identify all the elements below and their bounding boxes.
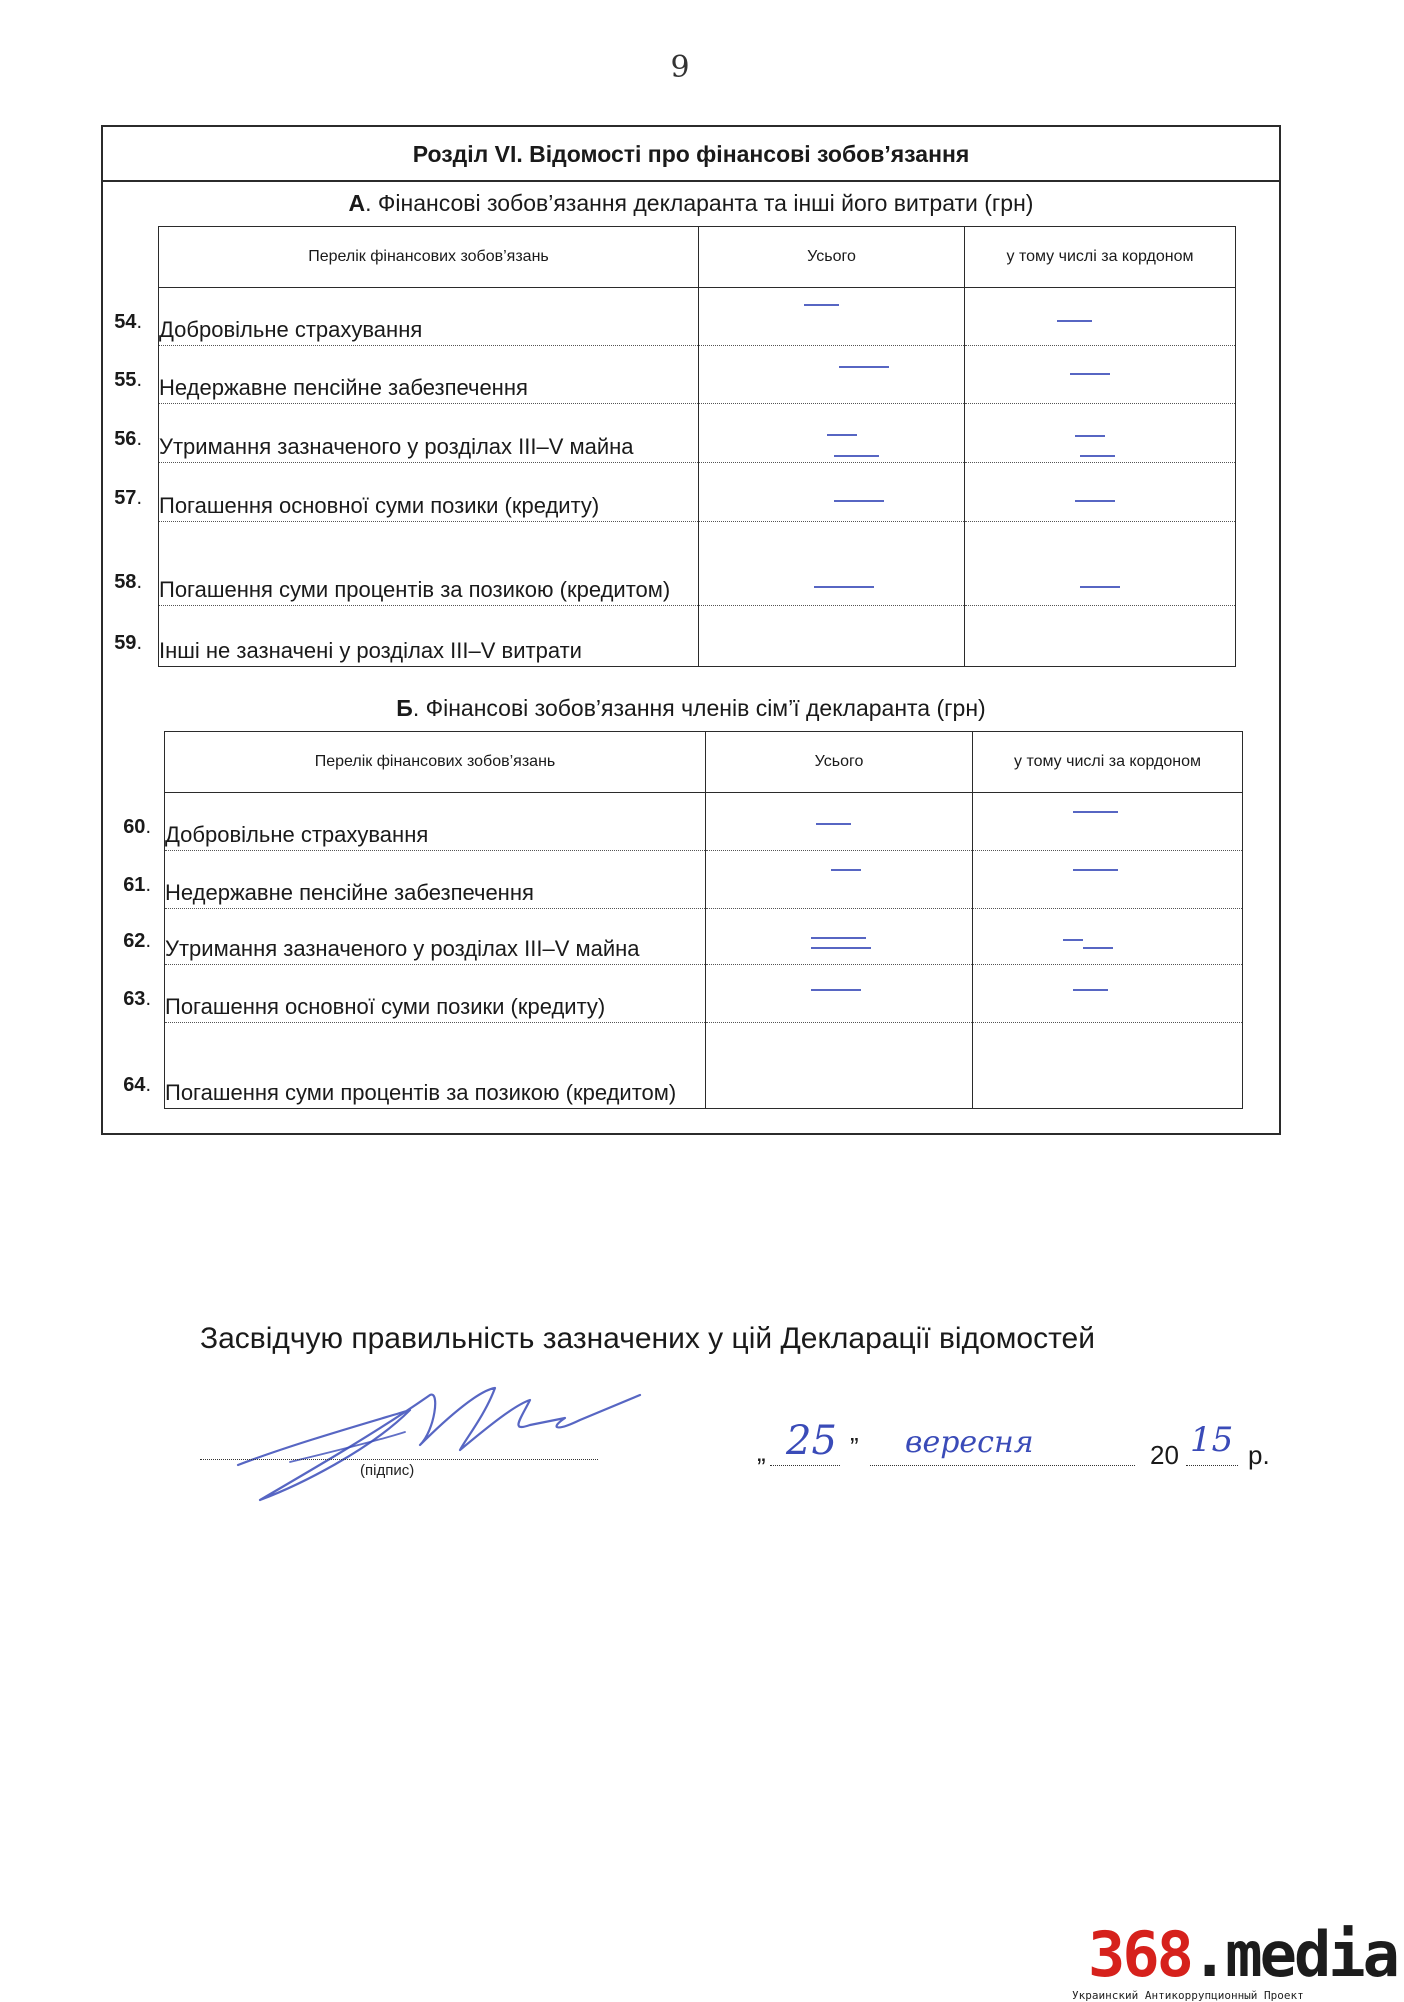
- signature-image: [230, 1370, 650, 1505]
- row-number: [82, 428, 142, 451]
- part-b-header-row: [165, 732, 1243, 793]
- watermark-tagline: Украинский Антикоррупционный Проект: [1072, 1989, 1304, 2002]
- table-row: [159, 346, 1236, 404]
- row-abroad-value: [1075, 500, 1115, 502]
- row-abroad-value: [1063, 939, 1083, 941]
- row-abroad-cell: [965, 463, 1236, 522]
- row-abroad-value: [1080, 455, 1115, 457]
- header-obligations-list: Перелік фінансових зобов’язань: [159, 227, 699, 288]
- row-label: Погашення суми процентів за позикою (кредитом): [159, 522, 699, 606]
- header-total: Усього: [699, 227, 965, 288]
- row-total-cell: [699, 288, 965, 346]
- row-abroad-cell: [973, 1023, 1243, 1109]
- date-year-mark: р.: [1248, 1440, 1270, 1470]
- table-row: [165, 793, 1243, 851]
- part-a-header-row: [159, 227, 1236, 288]
- row-label: Добровільне страхування: [159, 288, 699, 346]
- date-month: вересня: [905, 1425, 1034, 1460]
- row-abroad-value: [1073, 989, 1108, 991]
- row-number-value: 57: [114, 487, 137, 509]
- header-abroad: у тому числі за кордоном: [965, 227, 1236, 288]
- part-b-title: [103, 695, 1279, 722]
- row-number-dot: .: [145, 816, 151, 838]
- date-open-quote: „: [757, 1437, 766, 1467]
- row-label: Погашення суми процентів за позикою (кредитом): [165, 1023, 706, 1109]
- row-number: [91, 1074, 151, 1097]
- row-number: [82, 369, 142, 392]
- date-close-quote: ”: [850, 1432, 859, 1462]
- row-label: Утримання зазначеного у розділах III–V майна: [165, 909, 706, 965]
- row-total-value: [811, 947, 871, 949]
- table-row: [165, 909, 1243, 965]
- row-total-cell: [699, 463, 965, 522]
- row-total-cell: [706, 909, 973, 965]
- row-label: Інші не зазначені у розділах III–V витрати: [159, 606, 699, 667]
- row-total-cell: [699, 522, 965, 606]
- table-row: [159, 463, 1236, 522]
- row-total-value: [831, 869, 861, 871]
- date-day: 25: [786, 1418, 837, 1464]
- part-b-title-text: . Фінансові зобов’язання членів сім’ї декларанта (грн): [412, 695, 986, 721]
- day-line: [770, 1465, 840, 1466]
- row-abroad-cell: [973, 793, 1243, 851]
- watermark-logo-number: 368: [1088, 1918, 1191, 1991]
- signature-caption: (підпис): [360, 1462, 415, 1479]
- table-row: [159, 288, 1236, 346]
- row-number-value: 63: [123, 988, 146, 1010]
- row-total-cell: [699, 606, 965, 667]
- part-a-title: [103, 190, 1279, 217]
- signature-line: [200, 1459, 598, 1460]
- row-total-value: [834, 500, 884, 502]
- row-abroad-cell: [965, 522, 1236, 606]
- row-abroad-value: [1073, 811, 1118, 813]
- row-total-cell: [706, 1023, 973, 1109]
- row-label: Погашення основної суми позики (кредиту): [165, 965, 706, 1023]
- row-total-value: [804, 304, 839, 306]
- row-total-value: [811, 937, 866, 939]
- certification-statement: Засвідчую правильність зазначених у цій Декларації відомостей: [200, 1322, 1095, 1355]
- month-line: [870, 1465, 1135, 1466]
- financial-obligations-section: [101, 125, 1281, 1135]
- row-total-value: [814, 586, 874, 588]
- row-abroad-value: [1075, 435, 1105, 437]
- row-abroad-cell: [965, 346, 1236, 404]
- row-number-value: 56: [114, 428, 137, 450]
- date-year-prefix: 20: [1150, 1440, 1179, 1470]
- row-number-value: 59: [114, 632, 137, 654]
- row-label: Добровільне страхування: [165, 793, 706, 851]
- row-number-dot: .: [136, 487, 142, 509]
- row-number: [82, 487, 142, 510]
- row-number: [91, 930, 151, 953]
- row-total-cell: [706, 965, 973, 1023]
- row-number-dot: .: [145, 988, 151, 1010]
- table-row: [165, 851, 1243, 909]
- row-number: [91, 988, 151, 1011]
- header-obligations-list: Перелік фінансових зобов’язань: [165, 732, 706, 793]
- row-total-cell: [699, 346, 965, 404]
- row-number-value: 64: [123, 1074, 146, 1096]
- row-number-value: 58: [114, 571, 137, 593]
- watermark-logo-domain: .media: [1190, 1918, 1397, 1991]
- table-row: [159, 522, 1236, 606]
- section-title: Розділ VI. Відомості про фінансові зобов’язання: [103, 127, 1279, 182]
- part-a-letter: А: [348, 190, 366, 216]
- row-number: [91, 816, 151, 839]
- table-row: [159, 404, 1236, 463]
- row-number-dot: .: [136, 632, 142, 654]
- row-total-cell: [706, 793, 973, 851]
- row-abroad-value: [1080, 586, 1120, 588]
- row-number-value: 54: [114, 311, 137, 333]
- header-abroad: у тому числі за кордоном: [973, 732, 1243, 793]
- table-row: [165, 965, 1243, 1023]
- row-number: [82, 571, 142, 594]
- header-total: Усього: [706, 732, 973, 793]
- row-total-value: [839, 366, 889, 368]
- row-abroad-value: [1070, 373, 1110, 375]
- row-abroad-value: [1073, 869, 1118, 871]
- row-total-cell: [706, 851, 973, 909]
- row-number-value: 60: [123, 816, 146, 838]
- row-abroad-value: [1057, 320, 1092, 322]
- row-total-value: [834, 455, 879, 457]
- row-abroad-cell: [965, 606, 1236, 667]
- row-total-value: [816, 823, 851, 825]
- part-a-title-text: . Фінансові зобов’язання декларанта та інші його витрати (грн): [365, 190, 1034, 216]
- row-abroad-cell: [973, 909, 1243, 965]
- row-number-dot: .: [136, 571, 142, 593]
- row-label: Утримання зазначеного у розділах III–V майна: [159, 404, 699, 463]
- part-b-table: [164, 731, 1243, 1109]
- row-number-dot: .: [136, 428, 142, 450]
- row-number-dot: .: [136, 311, 142, 333]
- row-number-dot: .: [145, 930, 151, 952]
- row-number-value: 62: [123, 930, 146, 952]
- part-b-letter: Б: [396, 695, 413, 721]
- row-number-dot: .: [145, 874, 151, 896]
- row-number: [82, 632, 142, 655]
- watermark-logo: [1088, 1918, 1397, 1991]
- table-row: [159, 606, 1236, 667]
- row-abroad-cell: [965, 288, 1236, 346]
- row-number-dot: .: [136, 369, 142, 391]
- row-abroad-cell: [973, 965, 1243, 1023]
- year-line: [1186, 1465, 1238, 1466]
- row-number-value: 55: [114, 369, 137, 391]
- row-abroad-cell: [965, 404, 1236, 463]
- row-total-value: [827, 434, 857, 436]
- row-number: [91, 874, 151, 897]
- page-number: 9: [670, 50, 690, 85]
- row-abroad-value: [1083, 947, 1113, 949]
- row-label: Недержавне пенсійне забезпечення: [165, 851, 706, 909]
- row-abroad-cell: [973, 851, 1243, 909]
- row-number-value: 61: [123, 874, 146, 896]
- row-total-cell: [699, 404, 965, 463]
- table-row: [165, 1023, 1243, 1109]
- part-a-table: [158, 226, 1236, 667]
- row-total-value: [811, 989, 861, 991]
- row-number: [82, 311, 142, 334]
- row-label: Погашення основної суми позики (кредиту): [159, 463, 699, 522]
- date-year-suffix: 15: [1190, 1420, 1234, 1460]
- row-number-dot: .: [145, 1074, 151, 1096]
- row-label: Недержавне пенсійне забезпечення: [159, 346, 699, 404]
